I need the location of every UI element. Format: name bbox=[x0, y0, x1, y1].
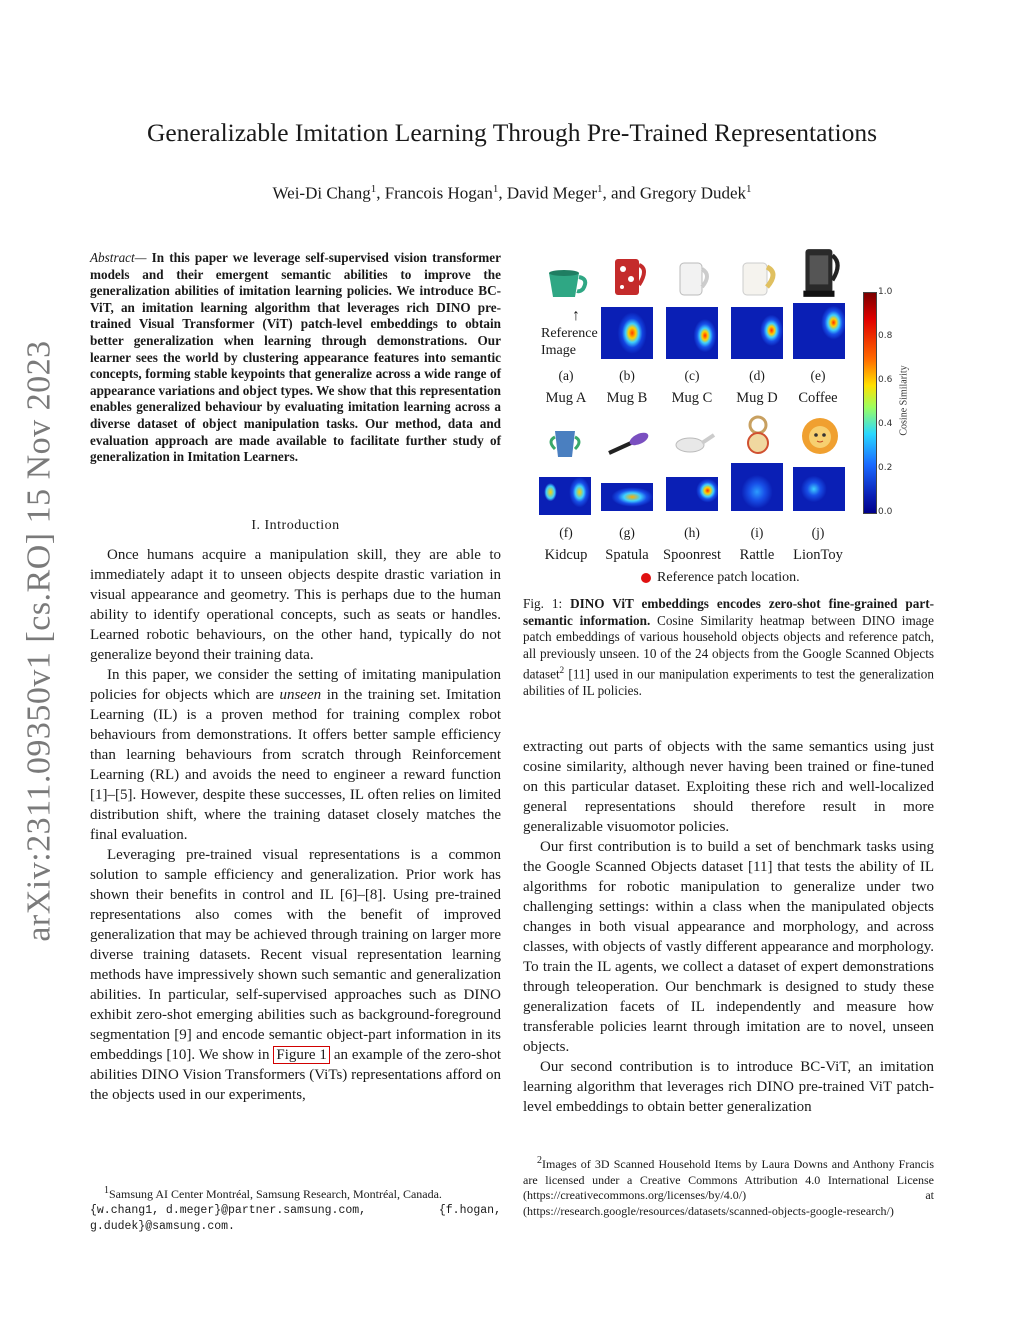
introduction-section bbox=[90, 516, 501, 1105]
colorbar-tick: 0.8 bbox=[878, 331, 893, 341]
colorbar-label: Cosine Similarity bbox=[898, 365, 910, 436]
email-list-2: {f.hogan, bbox=[438, 1203, 501, 1217]
intro-paragraph-2: In this paper, we consider the setting of imitating manipulation policies for objects which are unseen in the training set. Imitation Learning (IL) is a proven method for training complex robot behaviours from demonstrations. It offers better sample efficiency than learning behaviours from scratch through Reinforcement Learning (RL) and avoids the need to engineer a reward function [1]–[5]. However, despite these successes, IL often relies on limited distribution shift, where the training dataset closely matches the final evaluation. bbox=[90, 667, 502, 843]
name-mug-a: Mug A bbox=[545, 390, 587, 406]
name-kidcup: Kidcup bbox=[544, 547, 588, 563]
legend-text: Reference patch location. bbox=[657, 570, 800, 585]
mug-c-icon bbox=[668, 253, 718, 303]
mug-a-icon bbox=[541, 257, 591, 307]
author-list: Wei-Di Chang$^1$, Francois Hogan$^1$, David Meger$^1$, and Gregory Dudek$^1$ bbox=[272, 183, 752, 203]
section-heading: I. Introduction bbox=[251, 518, 340, 533]
colorbar-tick: 0.4 bbox=[878, 419, 893, 429]
name-mug-d: Mug D bbox=[736, 390, 778, 406]
right-column-body bbox=[523, 737, 934, 1117]
contribution-paragraph-1: Our first contribution is to build a set of benchmark tasks using the Google Scanned Objects dataset [11] that tests the ability of IL algorithms for robotic manipulation to generalize under two challenging settings: within a class when the manipulated objects changes in both visual appearance and morphology, and across classes, with objects of vastly different appearance and morphology. To train the IL agents, we collect a dataset of expert demonstrations through teleoperation. Our benchmark is designed to study these generalization facets of IL independently and measure how transferable policies learnt through imitation are to novel, unseen objects. bbox=[523, 839, 934, 1055]
email-list-1: {w.chang1, d.meger}@partner.samsung.com, bbox=[90, 1203, 367, 1217]
label-d: (d) bbox=[749, 368, 765, 383]
abstract-label: Abstract bbox=[90, 250, 135, 265]
license-footnote: $^2$Images of 3D Scanned Household Items by Laura Downs and Anthony Francis are licensed under a Creative Commons Attribution 4.0 International License (https://creativecommons.org/licenses/by/4.0/) at (https://research.google/resources/datasets/scanned-objects-google-research/) bbox=[523, 1155, 934, 1218]
label-e: (e) bbox=[810, 368, 826, 383]
mug-b-icon bbox=[603, 251, 653, 301]
author-3: David Meger bbox=[506, 183, 598, 203]
figure-1 bbox=[523, 245, 943, 590]
spoonrest-icon bbox=[668, 417, 718, 467]
reference-arrow: ↑ bbox=[572, 307, 580, 324]
name-liontoy: LionToy bbox=[793, 547, 843, 563]
body-paragraph: extracting out parts of objects with the same semantics using just cosine similarity, although never having been trained or fine-tuned on this particular dataset. Exploiting these rich and well-localized general representations should therefore result in more generalizable visuomotor policies. bbox=[523, 739, 934, 835]
colorbar bbox=[863, 292, 877, 514]
intro-paragraph-3: Leveraging pre-trained visual representations is a common solution to sample efficiency and generalization. Prior work has shown their benefits in control and IL [6]–[8]. Using pre-trained representations also comes with the benefit of improved generalization that may be achieved through training on larger more diverse training datasets. Recent visual representation learning methods have impressively shown such semantic and generalization abilities. In particular, self-supervised approaches such as DINO exhibit zero-shot emerging abilities such as background-foreground segmentation [9] and encode semantic object-part information in its embeddings [10]. We show in Figure 1 an example of the zero-shot abilities DINO Vision Transformers (ViTs) representations afford on the objects used in our experiments, bbox=[90, 847, 501, 1103]
figure-legend bbox=[641, 570, 800, 586]
heatmap-mug-d bbox=[731, 307, 783, 359]
kidcup-icon bbox=[541, 417, 591, 467]
heatmap-mug-c bbox=[666, 307, 718, 359]
name-coffee: Coffee bbox=[798, 390, 838, 406]
spatula-icon bbox=[603, 417, 653, 467]
reference-label: Reference Image bbox=[541, 326, 598, 358]
heatmap-spoonrest bbox=[666, 477, 718, 511]
coffee-maker-icon bbox=[795, 245, 847, 301]
label-h: (h) bbox=[684, 525, 700, 540]
heatmap-mug-b bbox=[601, 307, 653, 359]
heatmap-liontoy bbox=[793, 467, 845, 511]
paper-title: Generalizable Imitation Learning Through Pre-Trained Representations bbox=[146, 118, 878, 147]
heatmap-rattle bbox=[731, 463, 783, 511]
colorbar-tick: 0.0 bbox=[878, 507, 893, 517]
figure-1-link[interactable]: Figure 1 bbox=[273, 1046, 330, 1064]
affiliation-footnote: $^1$Samsung AI Center Montréal, Samsung Research, Montréal, Canada. {w.chang1, d.meger}@partner.samsung.com, {f.hogan, g.dudek}@samsung.com. bbox=[90, 1185, 501, 1233]
label-a: (a) bbox=[558, 368, 574, 383]
author-1: Wei-Di Chang bbox=[272, 183, 371, 203]
reference-dot-icon bbox=[641, 573, 651, 583]
label-g: (g) bbox=[619, 525, 635, 540]
figure-caption: Fig. 1: DINO ViT embeddings encodes zero-shot fine-grained part-semantic information. Cosine Similarity heatmap between DINO image patch embeddings of various household objects objects and reference patch, all previously unseen. 10 of the 24 objects from the Google Scanned Objects dataset$^2$ [11] used in our manipulation experiments to test the generalization abilities of IL policies. bbox=[523, 596, 934, 699]
intro-paragraph-1: Once humans acquire a manipulation skill, they are able to immediately adapt it to unseen objects despite drastic variation in visual appearance and geometry. This is perhaps due to the human ability to identify operational concepts, such as seats or handles. Learned robotic behaviours, on the other hand, typically do not generalize beyond their training data. bbox=[90, 547, 501, 663]
author-4: Gregory Dudek bbox=[639, 183, 747, 203]
label-f: (f) bbox=[559, 525, 573, 540]
author-2: Francois Hogan bbox=[384, 183, 493, 203]
heatmap-coffee bbox=[793, 303, 845, 359]
rattle-icon bbox=[733, 411, 783, 461]
label-c: (c) bbox=[684, 368, 700, 383]
label-b: (b) bbox=[619, 368, 635, 383]
liontoy-icon bbox=[795, 411, 845, 461]
mug-d-icon bbox=[733, 253, 783, 303]
colorbar-tick: 1.0 bbox=[878, 287, 893, 297]
label-i: (i) bbox=[750, 525, 764, 540]
label-j: (j) bbox=[811, 525, 825, 540]
name-mug-c: Mug C bbox=[671, 390, 713, 406]
name-mug-b: Mug B bbox=[606, 390, 648, 406]
name-rattle: Rattle bbox=[739, 547, 775, 563]
abstract-text: In this paper we leverage self-supervised vision transformer models and their emergent semantic abilities to improve the generalization abilities of imitation learning policies. We introduce BC-ViT, an imitation learning algorithm that leverages rich DINO pre-trained Visual Transformer (ViT) patch-level embeddings to obtain better generalization when learning through demonstrations. Our learner sees the world by clustering appearance features into semantic concepts, forming stable keypoints that generalize across a wide range of appearance variations and object types. We show that this representation enables generalized behaviour by evaluating imitation learning across a diverse dataset of object manipulation tasks. Our method, data and evaluation approach are made available to facilitate further study of generalization in Imitation Learners. bbox=[90, 250, 502, 465]
heatmap-spatula bbox=[601, 483, 653, 511]
colorbar-tick: 0.6 bbox=[878, 375, 893, 385]
name-spoonrest: Spoonrest bbox=[663, 547, 721, 563]
name-spatula: Spatula bbox=[605, 547, 649, 563]
arxiv-sidebar bbox=[10, 338, 70, 944]
abstract: Abstract— In this paper we leverage self-supervised vision transformer models and their emergent semantic abilities to improve the generalization abilities of imitation learning policies. We introduce BC-ViT, an imitation learning algorithm that leverages rich DINO pre-trained Visual Transformer (ViT) patch-level embeddings to obtain better generalization when learning through demonstrations. Our learner sees the world by clustering appearance features into semantic concepts, forming stable keypoints that generalize across a wide range of appearance variations and object types. We show that this representation enables generalized behaviour by evaluating imitation learning across a diverse dataset of object manipulation tasks. Our method, data and evaluation approach are made available to facilitate further study of generalization in Imitation Learners. bbox=[90, 250, 502, 465]
heatmap-kidcup bbox=[539, 477, 591, 515]
colorbar-tick: 0.2 bbox=[878, 463, 893, 473]
contribution-paragraph-2: Our second contribution is to introduce BC-ViT, an imitation learning algorithm that leverages rich DINO pre-trained ViT patch-level embeddings to obtain better generalization bbox=[523, 1059, 934, 1115]
email-list-3: g.dudek}@samsung.com. bbox=[90, 1220, 235, 1233]
arxiv-id: arXiv:2311.09350v1 [cs.RO] 15 Nov 2023 bbox=[21, 340, 59, 942]
